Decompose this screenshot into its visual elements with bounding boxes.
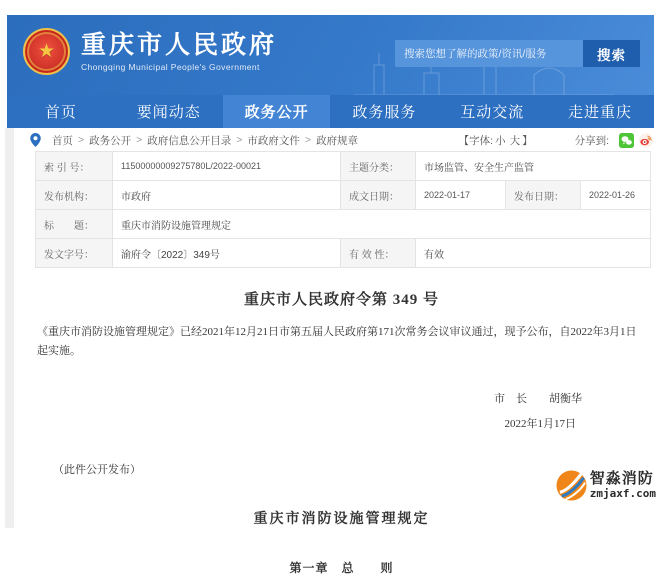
font-size-prefix: 【字体: xyxy=(458,134,494,147)
breadcrumb-separator: > xyxy=(136,134,143,146)
breadcrumb-separator: > xyxy=(236,134,243,146)
meta-value-topic: 市场监管、安全生产监管 xyxy=(416,152,651,181)
watermark xyxy=(556,470,656,501)
meta-row-number-validity xyxy=(36,239,651,268)
brand-text xyxy=(81,31,277,73)
nav-item-interaction[interactable]: 互动交流 xyxy=(460,104,525,121)
site-logo[interactable] xyxy=(23,28,277,75)
meta-label-publish-date: 发布日期： xyxy=(506,181,581,210)
document-meta-table xyxy=(35,151,651,268)
regulation-title: 重庆市消防设施管理规定 xyxy=(253,512,430,528)
meta-label-written-date: 成文日期： xyxy=(341,181,416,210)
watermark-url: zmjaxf.com xyxy=(589,486,656,500)
location-pin-icon xyxy=(30,133,41,147)
meta-label-validity: 有 效 性： xyxy=(341,239,416,268)
meta-value-written-date: 2022-01-17 xyxy=(416,181,506,210)
meta-label-topic: 主题分类： xyxy=(341,152,416,181)
meta-value-index: 11500000009275780L/2022-00021 xyxy=(113,152,341,181)
meta-value-issuer: 市政府 xyxy=(113,181,341,210)
weibo-icon[interactable] xyxy=(638,133,654,148)
search-bar xyxy=(395,40,640,67)
breadcrumb-city-gov-documents[interactable]: 市政府文件 xyxy=(247,134,300,147)
meta-value-publish-date: 2022-01-26 xyxy=(581,181,651,210)
breadcrumb-separator: > xyxy=(304,134,312,146)
site-header xyxy=(7,15,654,95)
site-subtitle: Chongqing Municipal People's Government xyxy=(81,62,260,73)
sign-date: 2022年1月17日 xyxy=(504,418,576,431)
meta-row-title xyxy=(36,210,651,239)
breadcrumb-tools xyxy=(459,133,654,148)
breadcrumb-gov-regulations[interactable]: 政府规章 xyxy=(316,134,359,147)
document-body xyxy=(35,276,648,576)
font-size-suffix: 】 xyxy=(522,134,533,147)
meta-value-doc-number: 渝府令〔2022〕349号 xyxy=(113,239,341,268)
signer-line: 市 长 胡衡华 xyxy=(494,393,582,406)
release-note: （此件公开发布） xyxy=(53,464,141,477)
breadcrumb-info-directory[interactable]: 政府信息公开目录 xyxy=(147,134,232,147)
share-label: 分享到: xyxy=(574,134,609,147)
meta-label-doc-number: 发文字号： xyxy=(36,239,113,268)
watermark-name: 智淼消防 xyxy=(589,470,654,488)
nav-item-news[interactable]: 要闻动态 xyxy=(136,104,201,121)
meta-label-issuer: 发布机构： xyxy=(36,181,113,210)
emblem-star: ★ xyxy=(37,41,56,62)
breadcrumb-gov-open[interactable]: 政务公开 xyxy=(89,134,132,147)
chapter-title: 第一章 总 则 xyxy=(289,561,394,576)
meta-row-issuer-dates xyxy=(36,181,651,210)
meta-label-index: 索 引 号： xyxy=(36,152,113,181)
breadcrumb-separator: > xyxy=(78,134,85,146)
meta-value-validity: 有效 xyxy=(416,239,651,268)
nav-item-home[interactable]: 首页 xyxy=(44,104,77,121)
meta-value-title: 重庆市消防设施管理规定 xyxy=(113,210,651,239)
main-nav xyxy=(7,95,654,128)
decree-paragraph: 《重庆市消防设施管理规定》已经2021年12月21日市第五届人民政府第171次常务会议审议通过，现予公布，自2022年3月1日起实施。 xyxy=(37,326,637,357)
nav-item-about-chongqing[interactable]: 走进重庆 xyxy=(568,104,633,121)
nav-item-gov-affairs-open[interactable]: 政务公开 xyxy=(223,95,331,128)
zhimiao-fire-logo-icon xyxy=(556,470,587,501)
breadcrumb-home[interactable]: 首页 xyxy=(52,134,73,147)
nav-item-gov-services[interactable]: 政务服务 xyxy=(352,104,417,121)
page-edge-strip xyxy=(5,128,14,528)
decree-title: 重庆市人民政府令第 349 号 xyxy=(243,292,439,308)
wechat-icon[interactable] xyxy=(619,133,634,148)
search-button[interactable]: 搜索 xyxy=(583,40,640,67)
font-size-small-button[interactable]: 小 xyxy=(495,134,506,147)
search-input[interactable] xyxy=(395,40,583,67)
meta-row-index-topic xyxy=(36,152,651,181)
breadcrumb xyxy=(22,128,654,152)
watermark-text xyxy=(590,471,656,500)
national-emblem-icon xyxy=(23,28,70,75)
meta-label-title: 标 题： xyxy=(36,210,113,239)
font-size-large-button[interactable]: 大 xyxy=(509,134,521,147)
site-title: 重庆市人民政府 xyxy=(81,30,278,59)
